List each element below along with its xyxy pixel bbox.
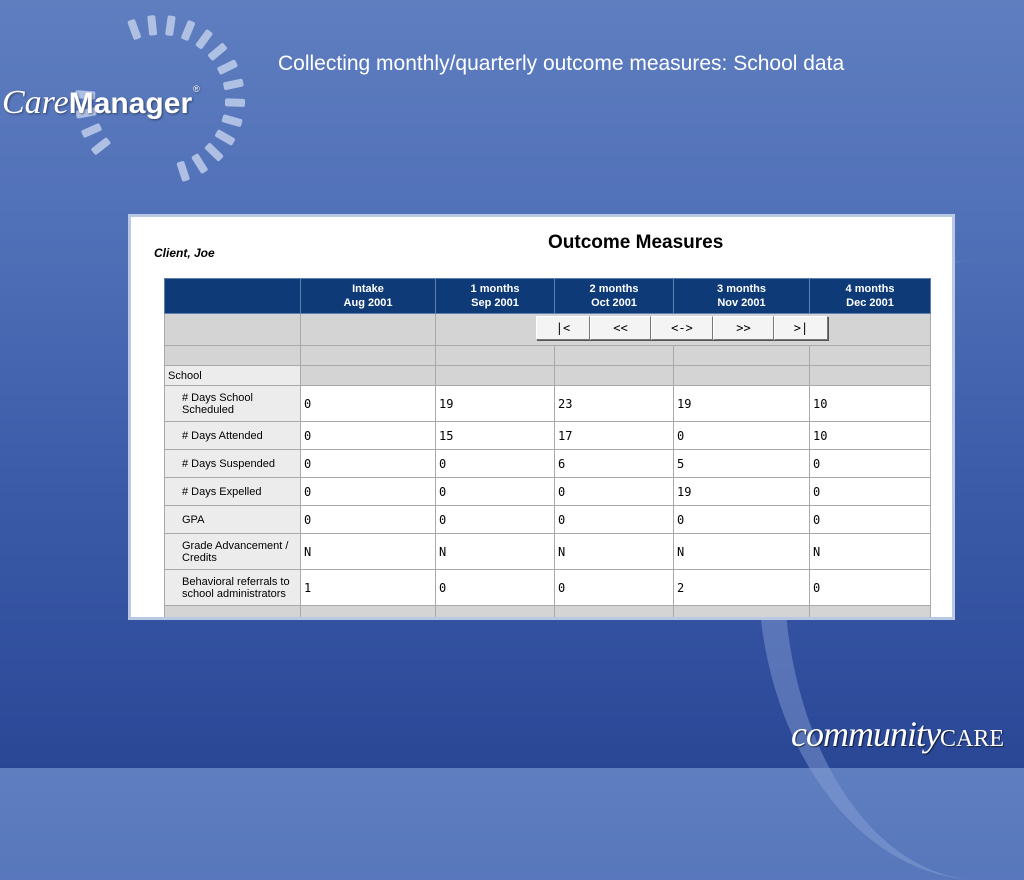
nav-row <box>165 314 931 346</box>
value-cell[interactable]: 0 <box>810 450 931 478</box>
value-cell[interactable]: N <box>555 534 674 570</box>
value-cell[interactable]: 10 <box>810 386 931 422</box>
outcome-measures-table <box>164 278 931 620</box>
row-label: # Days Suspended <box>182 457 275 470</box>
panel-title: Outcome Measures <box>548 232 724 253</box>
table-row <box>165 478 931 506</box>
column-header: Intake Aug 2001 <box>301 279 436 314</box>
value-cell[interactable]: 0 <box>810 570 931 606</box>
value-cell[interactable]: 0 <box>810 506 931 534</box>
value-cell[interactable]: 0 <box>301 506 436 534</box>
column-header: 4 months Dec 2001 <box>810 279 931 314</box>
table-row <box>165 534 931 570</box>
value-cell[interactable]: 5 <box>674 450 810 478</box>
column-header: 3 months Nov 2001 <box>674 279 810 314</box>
value-cell[interactable]: N <box>301 534 436 570</box>
table-row <box>165 450 931 478</box>
value-cell[interactable]: N <box>436 534 555 570</box>
value-cell[interactable]: N <box>674 534 810 570</box>
column-header: 2 months Oct 2001 <box>555 279 674 314</box>
value-cell[interactable]: 0 <box>301 450 436 478</box>
slide-title: Collecting monthly/quarterly outcome measures: School data <box>278 52 845 75</box>
value-cell[interactable]: 0 <box>555 506 674 534</box>
header-corner <box>165 279 301 314</box>
row-label: GPA <box>182 513 205 526</box>
value-cell[interactable]: 19 <box>674 386 810 422</box>
value-cell[interactable]: N <box>810 534 931 570</box>
table-header-row <box>165 279 931 314</box>
first-period-button[interactable]: |< <box>536 316 590 340</box>
value-cell[interactable]: 0 <box>301 422 436 450</box>
previous-period-button[interactable]: << <box>590 316 651 340</box>
value-cell[interactable]: 0 <box>674 422 810 450</box>
value-cell[interactable]: 1 <box>301 570 436 606</box>
row-label: Behavioral referrals to school administrators <box>182 575 290 600</box>
value-cell[interactable]: 0 <box>301 386 436 422</box>
period-navigation <box>536 316 828 340</box>
row-label: Grade Advancement / Credits <box>182 539 289 564</box>
table-row <box>165 422 931 450</box>
value-cell[interactable]: 0 <box>436 478 555 506</box>
row-label: # Days Attended <box>182 429 263 442</box>
value-cell[interactable]: 0 <box>436 570 555 606</box>
value-cell[interactable]: 19 <box>674 478 810 506</box>
table-row <box>165 506 931 534</box>
spacer-row <box>165 346 931 366</box>
value-cell[interactable]: 0 <box>555 478 674 506</box>
row-label: # Days Expelled <box>182 485 262 498</box>
caremanager-logo: CareManager® <box>2 84 200 121</box>
row-label: # Days School Scheduled <box>182 391 253 416</box>
section-label: School <box>165 366 301 386</box>
table-row <box>165 606 931 620</box>
outcome-measures-window <box>128 214 955 620</box>
value-cell[interactable]: 0 <box>555 570 674 606</box>
column-header: 1 months Sep 2001 <box>436 279 555 314</box>
table-row <box>165 570 931 606</box>
next-period-button[interactable]: >> <box>713 316 774 340</box>
client-name: Client, Joe <box>154 246 215 260</box>
value-cell[interactable]: 10 <box>810 422 931 450</box>
value-cell[interactable]: 23 <box>555 386 674 422</box>
value-cell[interactable]: 0 <box>436 450 555 478</box>
table-row <box>165 386 931 422</box>
center-period-button[interactable]: <-> <box>651 316 713 340</box>
value-cell[interactable]: 2 <box>674 570 810 606</box>
value-cell[interactable]: 6 <box>555 450 674 478</box>
value-cell[interactable]: 0 <box>436 506 555 534</box>
value-cell[interactable]: 0 <box>810 478 931 506</box>
value-cell[interactable]: 19 <box>436 386 555 422</box>
community-care-logo: communityCARE <box>791 714 1004 754</box>
value-cell[interactable]: 0 <box>301 478 436 506</box>
section-row <box>165 366 931 386</box>
value-cell[interactable]: 17 <box>555 422 674 450</box>
last-period-button[interactable]: >| <box>774 316 828 340</box>
value-cell[interactable]: 15 <box>436 422 555 450</box>
value-cell[interactable]: 0 <box>674 506 810 534</box>
